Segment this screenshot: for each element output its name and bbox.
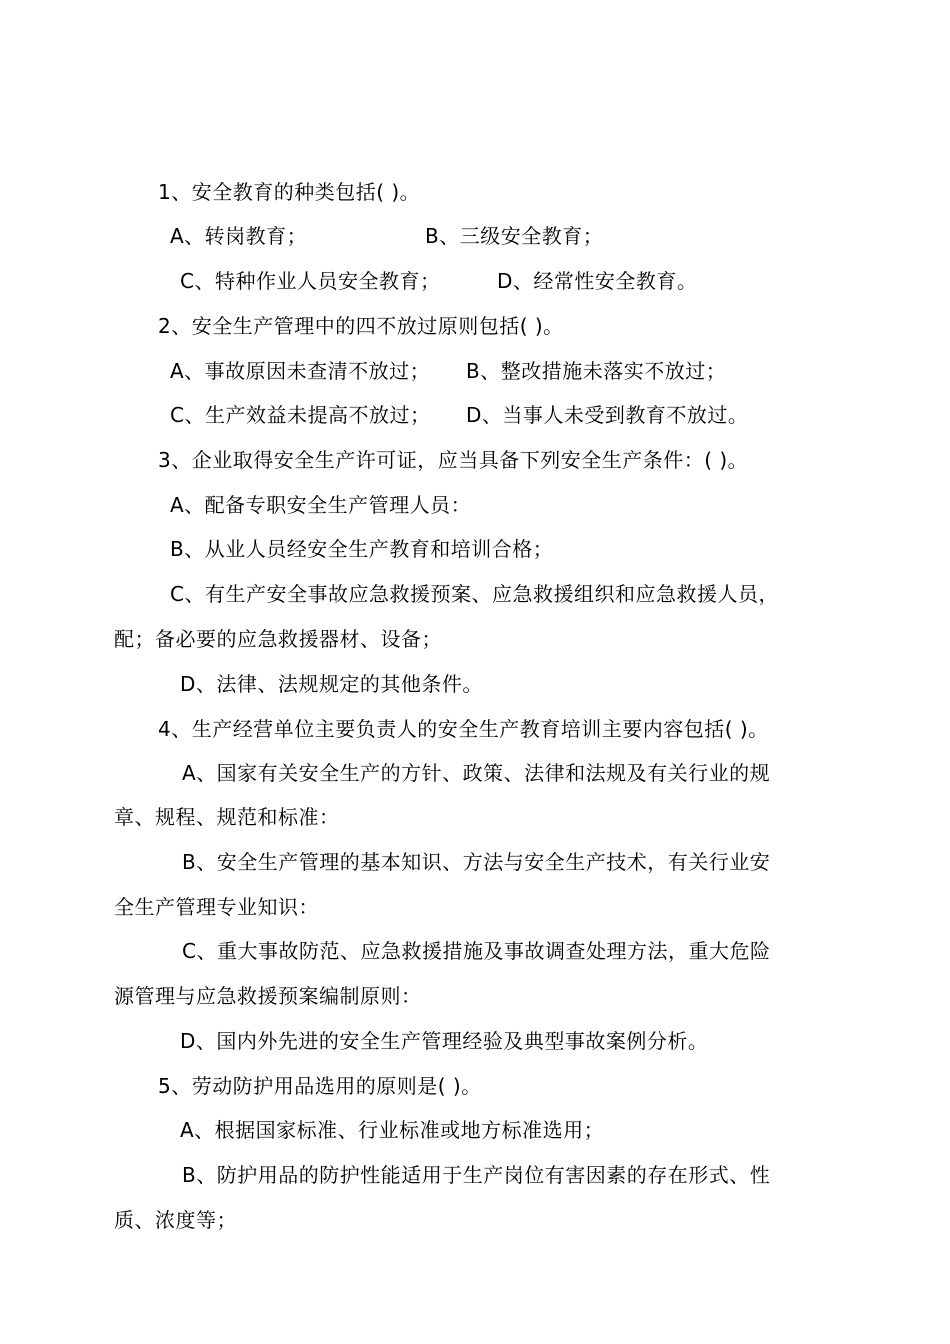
question-3-stem: 3、企业取得安全生产许可证，应当具备下列安全生产条件：( )。: [158, 448, 749, 472]
question-2-stem: 2、安全生产管理中的四不放过原则包括( )。: [158, 314, 564, 338]
question-3-option-c-line1: C、有生产安全事故应急救援预案、应急救援组织和应急救援人员，: [170, 582, 779, 606]
question-4-option-a-line1: A、国家有关安全生产的方针、政策、法律和法规及有关行业的规: [182, 761, 771, 785]
question-4-option-c-line1: C、重大事故防范、应急救援措施及事故调查处理方法，重大危险: [182, 939, 771, 963]
question-5-option-a: A、根据国家标准、行业标准或地方标准选用；: [180, 1118, 605, 1142]
question-5-stem: 5、劳动防护用品选用的原则是( )。: [158, 1074, 482, 1098]
question-2-option-c: C、生产效益未提高不放过；: [170, 403, 431, 427]
question-1-stem: 1、安全教育的种类包括( )。: [158, 180, 421, 204]
question-4-option-b-line1: B、安全生产管理的基本知识、方法与安全生产技术，有关行业安: [182, 850, 771, 874]
question-1-option-c: C、特种作业人员安全教育；: [180, 269, 441, 293]
question-4-option-b-line2: 全生产管理专业知识：: [114, 895, 319, 919]
question-1-option-a: A、转岗教育；: [170, 224, 308, 248]
question-1-option-b: B、三级安全教育；: [425, 224, 604, 248]
question-2-option-d: D、当事人未受到教育不放过。: [466, 403, 749, 427]
question-4-stem: 4、生产经营单位主要负责人的安全生产教育培训主要内容包括( )。: [158, 717, 769, 741]
question-3-option-a: A、配备专职安全生产管理人员：: [170, 493, 472, 517]
question-5-option-b-line1: B、防护用品的防护性能适用于生产岗位有害因素的存在形式、性: [182, 1163, 771, 1187]
question-5-option-b-line2: 质、浓度等；: [114, 1208, 237, 1232]
question-1-option-d: D、经常性安全教育。: [497, 269, 698, 293]
question-3-option-d: D、法律、法规规定的其他条件。: [180, 672, 483, 696]
question-4-option-d: D、国内外先进的安全生产管理经验及典型事故案例分析。: [180, 1029, 709, 1053]
question-2-option-b: B、整改措施未落实不放过；: [466, 359, 727, 383]
question-3-option-c-line2: 配；备必要的应急救援器材、设备；: [114, 627, 442, 651]
question-3-option-b: B、从业人员经安全生产教育和培训合格；: [170, 537, 554, 561]
question-2-option-a: A、事故原因未查清不放过；: [170, 359, 431, 383]
question-4-option-a-line2: 章、规程、规范和标准：: [114, 805, 340, 829]
question-4-option-c-line2: 源管理与应急救援预案编制原则：: [114, 984, 422, 1008]
